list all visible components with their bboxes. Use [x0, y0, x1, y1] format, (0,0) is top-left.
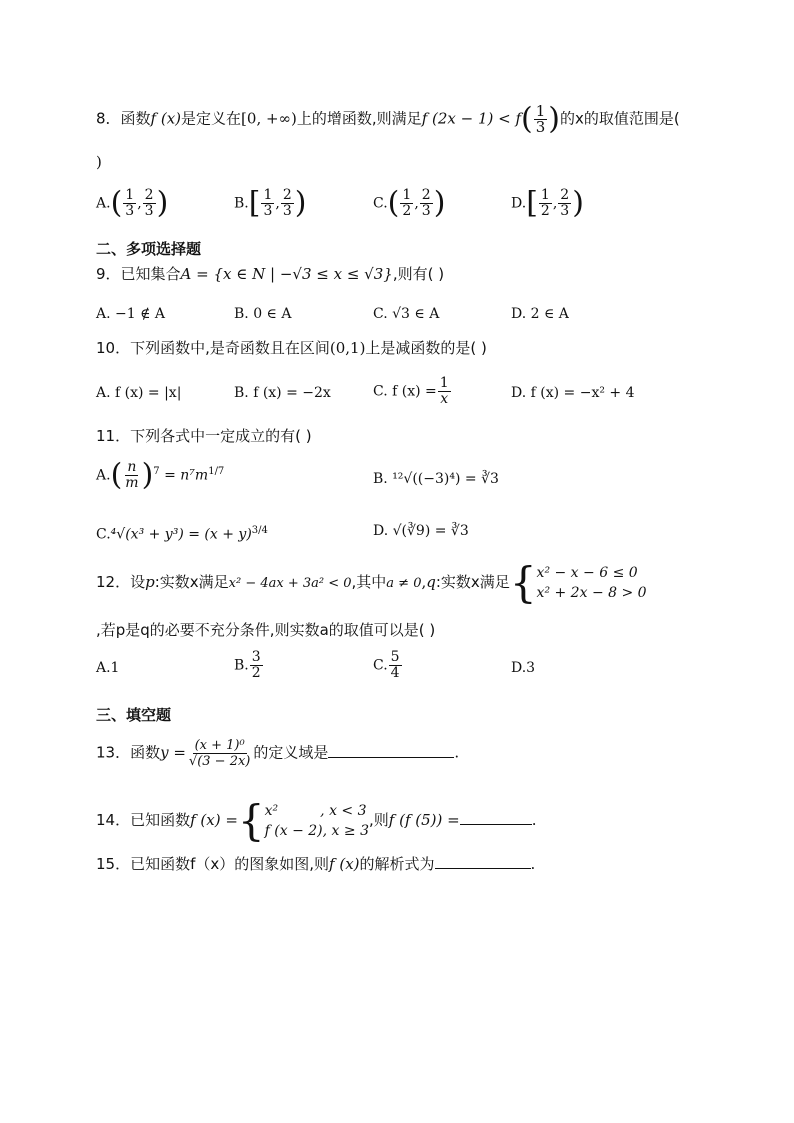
q14-answer-blank[interactable]: [460, 810, 532, 825]
q12-opt-c-den: 4: [390, 665, 400, 681]
q8-opt-d-d1: 2: [540, 203, 550, 219]
q14-case-1-cond: , x < 3: [320, 803, 367, 819]
q8-opt-c-d2: 3: [421, 203, 431, 219]
q8-option-a: A.( $\frac{1}{3}$ , $\frac{2}{3}$ ): [96, 185, 169, 221]
q8-opt-b-d1: 3: [263, 203, 273, 219]
q8-opt-b-d2: 3: [282, 203, 292, 219]
q14-end: .: [531, 811, 537, 829]
q13-end: .: [454, 743, 460, 762]
q10-option-c: [373, 376, 452, 407]
q9-option-d: D. 2 ∈ A: [511, 306, 569, 322]
q14-text-a: 14．已知函数: [96, 811, 191, 829]
q8-opt-c-frac2: [420, 188, 433, 219]
q12-opt-b-label: B.: [234, 657, 249, 674]
q12-text-d: ,: [421, 573, 427, 591]
q11-opt-a-close: ): [141, 457, 154, 493]
q8-text-c: 上的增函数,则满足: [296, 109, 422, 128]
q12-brace: {: [509, 558, 537, 607]
q11-opt-a-den: m: [125, 475, 139, 491]
q12-option-d: D.3: [511, 660, 536, 676]
question-10-stem: [96, 338, 487, 358]
q12-option-b: [234, 650, 264, 681]
q11-opt-a-rhs-exp: 1/7: [208, 465, 225, 477]
q10-opt-c-frac: [438, 376, 451, 407]
q8-text-b: 是定义在: [181, 109, 242, 128]
q12-option-c: [373, 650, 403, 681]
q12-text-a: 12．设: [96, 573, 146, 591]
q14-case-2: [265, 821, 369, 841]
q10-interval: (0,1): [329, 339, 366, 357]
q15-text-b: 的解析式为: [359, 855, 435, 873]
q8-interval: [0, +∞): [241, 109, 297, 128]
q10-option-a: A. f (x) = |x|: [96, 385, 182, 401]
q8-fx: f (x): [150, 109, 182, 128]
q14-text-b: ,则: [369, 811, 389, 829]
q15-fx: f (x): [329, 855, 360, 873]
q12-system: [537, 563, 647, 603]
q8-paren-close: ): [548, 101, 561, 137]
q8-opt-d-label: D.: [511, 195, 527, 212]
q8-opt-d-frac2: [558, 188, 571, 219]
q8-opt-b-label: B.: [234, 195, 249, 212]
q9-option-c: C. √3 ∈ A: [373, 306, 440, 322]
q14-case-2-cond: , x ≥ 3: [322, 823, 369, 839]
q13-den: √(3 − 2x): [188, 754, 251, 769]
question-11-stem: 11．下列各式中一定成立的有( ): [96, 427, 312, 445]
q8-opt-c-n1: 1: [402, 187, 412, 203]
q8-opt-c-label: C.: [373, 195, 388, 212]
q12-p: p: [145, 573, 155, 591]
q13-y: y =: [160, 743, 186, 762]
q8-opt-c-d1: 2: [402, 203, 412, 219]
q13-text-a: 13．函数: [96, 743, 161, 762]
q12-text-c: ,其中: [351, 573, 387, 591]
q12-system-line-1: x² − x − 6 ≤ 0: [536, 565, 638, 581]
q11-opt-a-open: (: [110, 457, 123, 493]
q12-text-e: :实数x满足: [435, 573, 510, 591]
q11-opt-c-expr: ⁴√(x³ + y³) = (x + y): [110, 526, 252, 543]
q10-opt-c-pre: C. f (x) =: [373, 383, 437, 400]
q12-opt-c-label: C.: [373, 657, 388, 674]
q14-brace: {: [237, 796, 265, 845]
q8-opt-d-d2: 3: [560, 203, 570, 219]
q9-option-a: A. −1 ∉ A: [96, 306, 166, 322]
q8-fraction: [534, 104, 548, 135]
q8-opt-c-n2: 2: [421, 187, 431, 203]
q8-frac-num: 1: [535, 102, 546, 120]
q12-text-b: :实数x满足: [154, 573, 229, 591]
q11-option-b: B. ¹²√((−3)⁴) = ∛3: [373, 471, 499, 487]
q8-opt-d-frac1: [539, 188, 552, 219]
q15-text-a: 15．已知函数f（x）的图象如图,则: [96, 855, 330, 873]
q8-opt-d-close: ): [572, 185, 584, 221]
q8-opt-d-open: [: [526, 185, 538, 221]
q13-answer-blank[interactable]: [328, 743, 454, 758]
q11-opt-a-exp: 7: [153, 465, 160, 477]
q11-option-d: D. √(∛9) = ∛3: [373, 523, 469, 539]
q12-opt-b-den: 2: [251, 665, 261, 681]
q10-text-b: 上是减函数的是( ): [365, 339, 487, 357]
q8-opt-a-n2: 2: [144, 187, 154, 203]
question-12-stem: [96, 558, 647, 607]
q8-opt-b-close: ): [294, 185, 307, 221]
q8-opt-a-frac2: [143, 188, 156, 219]
q12-q: q: [426, 573, 436, 591]
q8-option-b: B.[ $\frac{1}{3}$ , $\frac{2}{3}$ ): [234, 185, 307, 221]
q9-text-b: ,则有( ): [392, 265, 445, 283]
q8-opt-b-n2: 2: [282, 187, 292, 203]
q13-text-b: 的定义域是: [253, 743, 329, 762]
q9-text-a: 9．已知集合: [96, 265, 181, 283]
q12-opt-c-frac: [389, 650, 402, 681]
question-9-stem: [96, 264, 444, 284]
q14-ask: f (f (5)) =: [388, 811, 460, 829]
q11-opt-a-rhs: = n⁷m: [164, 467, 209, 484]
q8-opt-c-frac1: [400, 188, 413, 219]
q12-opt-b-frac: [250, 650, 263, 681]
q12-option-a: A.1: [96, 660, 120, 676]
q8-opt-d-n2: 2: [560, 187, 570, 203]
q14-case-1-expr: x²: [264, 803, 279, 819]
q8-opt-a-d2: 3: [144, 203, 154, 219]
q8-opt-d-n1: 1: [540, 187, 550, 203]
q8-text-a: 8．函数: [96, 109, 151, 128]
q15-answer-blank[interactable]: [435, 854, 531, 869]
question-15-stem: [96, 854, 535, 874]
q12-system-line-2: x² + 2x − 8 > 0: [536, 585, 647, 601]
q8-opt-b-open: [: [248, 185, 261, 221]
q8-opt-b-frac1: [261, 188, 274, 219]
q10-opt-c-num: 1: [439, 375, 449, 391]
q8-option-c: C.( $\frac{1}{2}$ , $\frac{2}{3}$ ): [373, 185, 446, 221]
q8-inequality: f (2x − 1) < f: [421, 109, 522, 128]
q14-cases: [265, 801, 369, 841]
q11-opt-a-label: A.: [96, 467, 111, 484]
q11-opt-a-frac: [123, 460, 140, 491]
q8-opt-a-d1: 3: [125, 203, 135, 219]
q11-option-a: [96, 457, 225, 493]
q11-opt-a-num: n: [127, 459, 137, 475]
q8-opt-b-n1: 1: [263, 187, 273, 203]
q8-close-paren: ): [96, 153, 102, 171]
q8-opt-a-open: (: [110, 185, 123, 221]
q8-paren-open: (: [521, 101, 533, 137]
q12-opt-b-num: 3: [251, 649, 261, 665]
q13-num: (x + 1)⁰: [194, 738, 245, 753]
q11-option-c: [96, 521, 268, 545]
q13-fraction: [187, 738, 252, 769]
q14-case-2-expr: f (x − 2): [264, 823, 323, 839]
q11-opt-c-label: C.: [96, 526, 111, 543]
q8-text-d: 的x的取值范围是(: [560, 109, 680, 128]
q8-opt-c-open: (: [387, 185, 400, 221]
q10-option-d: D. f (x) = −x² + 4: [511, 385, 635, 401]
q10-option-b: B. f (x) = −2x: [234, 385, 331, 401]
q15-end: .: [530, 855, 536, 873]
q8-opt-c-close: ): [433, 185, 446, 221]
question-13-stem: [96, 738, 459, 769]
q8-opt-a-n1: 1: [125, 187, 135, 203]
q8-frac-den: 3: [535, 118, 546, 136]
q10-text-a: 10．下列函数中,是奇函数且在区间: [96, 339, 330, 357]
q8-opt-a-frac1: [123, 188, 136, 219]
q11-opt-c-exp: 3/4: [251, 525, 268, 536]
q12-opt-c-num: 5: [390, 649, 400, 665]
question-8-stem: [96, 101, 680, 137]
q9-set-expr: A = {x ∈ N | −√3 ≤ x ≤ √3}: [180, 265, 393, 283]
q14-fx: f (x) =: [190, 811, 238, 829]
q12-stem-line-2: ,若p是q的必要不充分条件,则实数a的取值可以是( ): [96, 621, 436, 639]
section-title-multiple-choice: 二、多项选择题: [96, 240, 202, 258]
q12-condition: a ≠ 0: [386, 576, 422, 591]
q12-inequality: x² − 4ax + 3a² < 0: [228, 576, 352, 591]
q8-opt-a-label: A.: [96, 195, 111, 212]
q14-case-1: [265, 801, 369, 821]
q8-option-d: D.[ $\frac{1}{2}$ , $\frac{2}{3}$ ): [511, 185, 584, 221]
q8-opt-a-close: ): [156, 185, 169, 221]
question-14-stem: [96, 796, 537, 845]
section-title-fill-in: 三、填空题: [96, 706, 172, 724]
q8-opt-b-frac2: [281, 188, 294, 219]
q10-opt-c-den: x: [440, 391, 449, 407]
q9-option-b: B. 0 ∈ A: [234, 306, 292, 322]
